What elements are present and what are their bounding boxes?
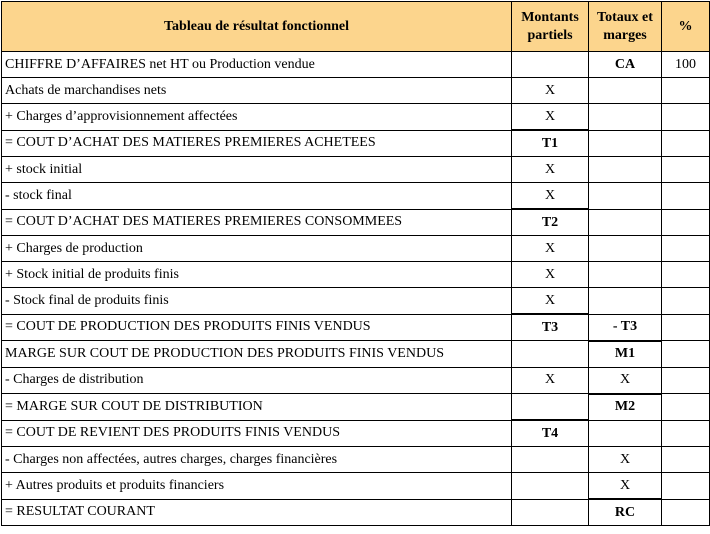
row-pct [662, 341, 710, 368]
table-row [2, 314, 710, 341]
row-partiel: T2 [512, 209, 589, 236]
row-partiel [512, 341, 589, 368]
row-label: = COUT DE REVIENT DES PRODUITS FINIS VENDUS [2, 420, 512, 447]
table-row [2, 341, 710, 368]
row-total [589, 288, 662, 315]
row-partiel: X [512, 367, 589, 394]
table-row [2, 288, 710, 315]
row-label: - Charges de distribution [2, 367, 512, 394]
row-total [589, 104, 662, 131]
row-total: CA [589, 52, 662, 78]
row-partiel [512, 447, 589, 473]
row-partiel [512, 499, 589, 526]
table-row [2, 262, 710, 288]
table-row [2, 78, 710, 104]
row-pct [662, 499, 710, 526]
row-pct [662, 104, 710, 131]
row-pct [662, 447, 710, 473]
header-percent: % [662, 2, 710, 52]
row-label: = COUT D’ACHAT DES MATIERES PREMIERES CONSOMMEES [2, 209, 512, 236]
row-pct [662, 473, 710, 500]
row-label: + stock initial [2, 157, 512, 183]
row-partiel [512, 473, 589, 500]
row-label: Achats de marchandises nets [2, 78, 512, 104]
row-pct [662, 78, 710, 104]
row-pct [662, 262, 710, 288]
row-pct [662, 157, 710, 183]
row-total: X [589, 367, 662, 394]
header-montants-partiels: Montants partiels [512, 2, 589, 52]
row-label: + Autres produits et produits financiers [2, 473, 512, 500]
row-label: = COUT D’ACHAT DES MATIERES PREMIERES ACHETEES [2, 130, 512, 157]
table-row [2, 236, 710, 262]
row-total [589, 78, 662, 104]
header-row [2, 2, 710, 52]
row-pct [662, 314, 710, 341]
row-pct [662, 367, 710, 394]
table-row [2, 130, 710, 157]
row-partiel: X [512, 157, 589, 183]
table-row [2, 420, 710, 447]
table-row [2, 157, 710, 183]
row-label: - Stock final de produits finis [2, 288, 512, 315]
row-total: M2 [589, 394, 662, 421]
row-total: RC [589, 499, 662, 526]
row-total [589, 420, 662, 447]
row-total: M1 [589, 341, 662, 368]
table-row [2, 499, 710, 526]
row-total [589, 236, 662, 262]
row-label: = RESULTAT COURANT [2, 499, 512, 526]
row-label: + Stock initial de produits finis [2, 262, 512, 288]
row-total [589, 262, 662, 288]
row-label: - stock final [2, 183, 512, 210]
table-row [2, 52, 710, 78]
table-row [2, 394, 710, 421]
row-label: - Charges non affectées, autres charges, charges financières [2, 447, 512, 473]
row-label: CHIFFRE D’AFFAIRES net HT ou Production vendue [2, 52, 512, 78]
row-pct: 100 [662, 52, 710, 78]
row-partiel: T3 [512, 314, 589, 341]
row-pct [662, 236, 710, 262]
row-partiel [512, 394, 589, 421]
table-row [2, 473, 710, 500]
row-total [589, 209, 662, 236]
row-label: + Charges de production [2, 236, 512, 262]
row-partiel: X [512, 236, 589, 262]
row-label: = COUT DE PRODUCTION DES PRODUITS FINIS VENDUS [2, 314, 512, 341]
row-total: X [589, 473, 662, 500]
row-pct [662, 394, 710, 421]
row-partiel: X [512, 262, 589, 288]
table-row [2, 367, 710, 394]
row-partiel: T4 [512, 420, 589, 447]
row-partiel [512, 52, 589, 78]
row-label: MARGE SUR COUT DE PRODUCTION DES PRODUITS FINIS VENDUS [2, 341, 512, 368]
row-partiel: X [512, 104, 589, 131]
table-row [2, 209, 710, 236]
row-pct [662, 209, 710, 236]
table-row [2, 104, 710, 131]
header-title: Tableau de résultat fonctionnel [2, 2, 512, 52]
row-total [589, 130, 662, 157]
row-pct [662, 288, 710, 315]
header-totaux-marges: Totaux et marges [589, 2, 662, 52]
row-partiel: X [512, 183, 589, 210]
row-total [589, 183, 662, 210]
row-total: - T3 [589, 314, 662, 341]
resultat-table [1, 1, 710, 526]
row-partiel: T1 [512, 130, 589, 157]
row-label: + Charges d’approvisionnement affectées [2, 104, 512, 131]
row-total: X [589, 447, 662, 473]
row-total [589, 157, 662, 183]
row-pct [662, 130, 710, 157]
row-pct [662, 183, 710, 210]
row-partiel: X [512, 288, 589, 315]
row-label: = MARGE SUR COUT DE DISTRIBUTION [2, 394, 512, 421]
row-pct [662, 420, 710, 447]
row-partiel: X [512, 78, 589, 104]
table-row [2, 183, 710, 210]
table-row [2, 447, 710, 473]
